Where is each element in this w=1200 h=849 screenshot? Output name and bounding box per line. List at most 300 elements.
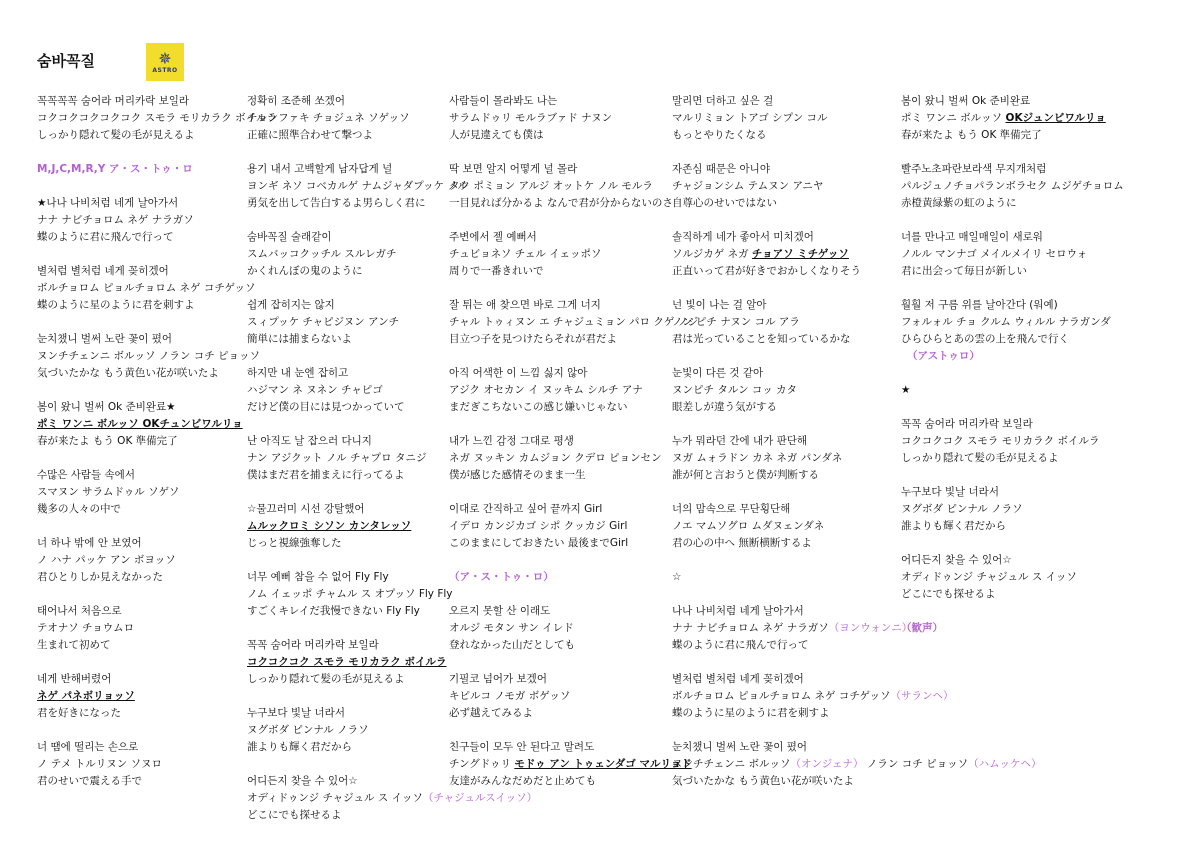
lyric-text: 사람들이 몰라봐도 나는 — [449, 95, 558, 107]
lyric-line — [901, 331, 1121, 348]
lyric-text: 별처럼 별처럼 네게 꽂히겠어 — [672, 673, 804, 685]
lyric-text: ナナ ナビチョロム ネゲ ナラガソ — [37, 214, 194, 226]
lyric-text: 気づいたかな もう黄色い花が咲いたよ — [672, 775, 854, 787]
lyric-line — [247, 790, 538, 807]
lyric-line — [672, 127, 892, 144]
lyric-line — [672, 433, 892, 450]
lyric-text: ヌンピチ タルン コッ カタ — [672, 384, 798, 396]
lyric-line — [247, 586, 467, 603]
lyric-text: ★나나 나비처럼 네게 날아가서 — [37, 197, 179, 209]
lyric-text: 누가 뭐라던 간에 내가 판단해 — [672, 435, 808, 447]
lyric-text: テオナソ チョウムロ — [37, 622, 135, 634]
lyric-line — [247, 671, 467, 688]
lyric-line — [37, 756, 257, 773]
lyric-text: サラムドゥリ モルラブァド ナヌン — [449, 112, 613, 124]
lyric-text: 自尊心のせいではない — [672, 197, 777, 209]
lyric-text: まだぎこちないこの感じ嫌いじゃない — [449, 401, 628, 413]
lyric-text: 말리면 더하고 싶은 걸 — [672, 95, 774, 107]
lyric-text: 誰よりも輝く君だから — [901, 520, 1006, 532]
lyric-text: 誰が何と言おうと僕が判断する — [672, 469, 819, 481]
lyric-line — [449, 620, 669, 637]
lyric-text: もっとやりたくなる — [672, 129, 767, 141]
lyric-line — [449, 637, 669, 654]
lyric-text: 蝶のように君に飛んで行って — [672, 639, 809, 651]
lyric-text: 잘 튀는 애 찾으면 바로 그게 너지 — [449, 299, 601, 311]
lyric-line — [672, 620, 913, 637]
lyric-text: じっと視線強奪した — [247, 537, 342, 549]
lyric-text: ヌグボダ ピンナル ノラソ — [247, 724, 369, 736]
lyric-line — [672, 518, 892, 535]
lyric-block — [449, 501, 669, 552]
lyric-line — [37, 263, 257, 280]
lyric-line — [901, 93, 1121, 110]
lyric-text: オディドゥンジ チャジュル ス イッソ — [901, 571, 1077, 583]
lyric-block — [449, 603, 669, 654]
lyric-line — [672, 535, 892, 552]
lyric-text: 目立つ子を見つけたらそれが君だよ — [449, 333, 617, 345]
lyric-line — [672, 705, 892, 722]
lyric-line — [672, 246, 892, 263]
lyric-line — [672, 399, 892, 416]
lyric-line — [672, 739, 892, 756]
lyric-block — [672, 365, 892, 416]
lyric-text: 幾多の人々の中で — [37, 503, 121, 515]
lyric-line — [247, 807, 467, 824]
lyric-line — [37, 569, 257, 586]
lyric-line — [449, 365, 669, 382]
lyric-text: スマヌン サラムドゥル ソゲソ — [37, 486, 180, 498]
lyric-line — [37, 773, 257, 790]
lyric-text: 簡単には捕まらないよ — [247, 333, 352, 345]
lyric-block — [247, 433, 467, 484]
callout-text: （オンジェナ） — [790, 758, 864, 770]
lyric-line — [37, 484, 257, 501]
lyric-block — [37, 263, 257, 314]
lyric-block — [37, 467, 257, 518]
lyric-line — [449, 399, 669, 416]
lyric-block — [37, 195, 257, 246]
lyric-block — [449, 365, 669, 416]
lyric-line — [672, 671, 892, 688]
lyric-text: アジク オセカン イ ヌッキム シルチ アナ — [449, 384, 643, 396]
lyric-fragment: ノラン コチ ピョッソ — [863, 758, 969, 770]
lyric-line — [247, 722, 467, 739]
lyric-text: コクコクコクコクコク スモラ モリカラク ボイルラ — [37, 112, 278, 124]
lyric-line — [247, 501, 467, 518]
lyric-fragment: ポミ ワンニ ボルッソ — [901, 112, 1006, 124]
lyric-line — [449, 450, 669, 467]
lyric-line — [449, 161, 669, 178]
lyric-line — [247, 195, 467, 212]
lyric-block — [449, 229, 669, 280]
emphasized-lyric: モドゥ アン トゥェンダゴ マルリョド — [514, 758, 692, 770]
lyric-block — [901, 297, 1121, 365]
lyric-line — [449, 229, 669, 246]
lyric-text: 君の心の中へ 無断横断するよ — [672, 537, 812, 549]
lyric-line — [247, 603, 467, 620]
lyric-line — [37, 93, 257, 110]
lyric-line — [449, 127, 669, 144]
lyric-block — [901, 229, 1121, 280]
lyric-text: 꼭꼭 숨어라 머리카락 보일라 — [901, 418, 1033, 430]
lyric-line — [672, 93, 892, 110]
lyric-text: 솔직하게 네가 좋아서 미치겠어 — [672, 231, 814, 243]
lyric-text: キピルコ ノモガ ボゲッソ — [449, 690, 571, 702]
lyric-line — [449, 110, 669, 127]
lyric-line — [247, 246, 467, 263]
lyric-text: 꼭꼭 숨어라 머리카락 보일라 — [247, 639, 379, 651]
lyric-line — [449, 535, 669, 552]
lyric-text: このままにしておきたい 最後までGirl — [449, 537, 629, 549]
lyric-block — [449, 739, 692, 790]
lyric-text: ★ — [901, 384, 911, 396]
lyric-line — [449, 382, 669, 399]
lyric-text: 훨훨 저 구름 위를 날아간다 (워예) — [901, 299, 1058, 311]
lyric-text: ノ テメ トルリヌン ソヌロ — [37, 758, 162, 770]
lyric-text: ネガ ヌッキン カムジョン クデロ ピョンセン — [449, 452, 662, 464]
lyric-block — [672, 603, 913, 654]
lyric-text: しっかり隠れて髪の毛が見えるよ — [37, 129, 195, 141]
lyric-text: どこにでも探せるよ — [901, 588, 996, 600]
lyric-text: 이대로 간직하고 싶어 끝까지 Girl — [449, 503, 603, 515]
lyric-block — [449, 569, 669, 586]
lyric-text: しっかり隠れて髪の毛が見えるよ — [901, 452, 1059, 464]
lyric-line — [901, 178, 1124, 195]
lyric-text: 자존심 때문은 아니야 — [672, 163, 770, 175]
lyric-text: 눈치챘니 벌써 노란 꽃이 폈어 — [672, 741, 808, 753]
lyric-block — [901, 161, 1124, 212]
lyric-text: 너의 맘속으로 무단횡단해 — [672, 503, 791, 515]
lyric-block — [449, 433, 669, 484]
lyric-line — [247, 263, 467, 280]
lyric-text: ひらひらとあの雲の上を飛んで行く — [901, 333, 1069, 345]
lyric-text: 용기 내서 고백할게 남자답게 널 — [247, 163, 393, 175]
lyric-text: スムバッコクッチル スルレガチ — [247, 248, 397, 260]
lyric-line — [449, 518, 669, 535]
lyric-line — [901, 297, 1121, 314]
lyric-text: しっかり隠れて髪の毛が見えるよ — [247, 673, 405, 685]
lyric-text: 봄이 왔니 벌써 Ok 준비완료★ — [37, 401, 176, 413]
lyric-text: コクコクコク スモラ モリカラク ボイルラ — [247, 656, 447, 668]
lyric-text: 오르지 못할 산 이래도 — [449, 605, 551, 617]
lyric-line — [901, 450, 1121, 467]
lyric-block — [37, 739, 257, 790]
callout-text: （チャジュルスイッソ） — [422, 792, 538, 804]
lyric-text: 誰よりも輝く君だから — [247, 741, 352, 753]
lyric-line — [37, 433, 257, 450]
lyric-block — [37, 671, 257, 722]
lyric-text: ヌガ ムォラドン カネ ネガ パンダネ — [672, 452, 843, 464]
logo-text: ASTRO — [152, 66, 178, 74]
lyric-text: 너무 예뻐 참을 수 없어 Fly Fly — [247, 571, 389, 583]
lyric-text: 君は光っていることを知っているかな — [672, 333, 851, 345]
lyric-line — [901, 382, 1121, 399]
lyric-block — [901, 552, 1121, 603]
lyric-block — [37, 161, 257, 178]
lyric-text: ノム イェッポ チャムル ス オプッソ Fly Fly — [247, 588, 453, 600]
lyric-text: 봄이 왔니 벌써 Ok 준비완료 — [901, 95, 1031, 107]
lyric-text: 너를 만나고 매일매일이 새로워 — [901, 231, 1043, 243]
lyric-line — [37, 552, 257, 569]
lyric-text: ナナ ナビチョロム ネゲ ナラガソ — [672, 622, 829, 634]
lyric-block — [672, 501, 892, 552]
lyric-text: ヌンチチェンニ ボルッソ ノラン コチ ピョッソ — [37, 350, 261, 362]
lyric-line — [247, 178, 467, 195]
lyric-block — [247, 161, 467, 212]
lyric-line — [247, 93, 467, 110]
lyric-line — [672, 229, 892, 246]
lyric-text: 君を好きになった — [37, 707, 121, 719]
callout-text: M,J,C,M,R,Y ア・ス・トゥ・ロ — [37, 163, 193, 175]
lyric-line — [449, 331, 669, 348]
lyric-line — [37, 365, 257, 382]
lyric-block — [247, 705, 467, 756]
lyric-line — [247, 297, 467, 314]
lyric-line — [37, 110, 278, 127]
lyric-line — [672, 450, 892, 467]
lyric-text: 登れなかった山だとしても — [449, 639, 575, 651]
lyric-line — [672, 382, 892, 399]
lyric-line — [37, 688, 257, 705]
lyric-text: スィプッケ チャピジヌン アンチ — [247, 316, 400, 328]
lyric-text: 친구들이 모두 안 된다고 말려도 — [449, 741, 595, 753]
lyric-block — [449, 161, 673, 212]
lyric-line — [672, 178, 892, 195]
lyric-block — [901, 620, 1121, 637]
lyric-block — [247, 297, 467, 348]
lyric-text: ネゲ パネボリョッソ — [37, 690, 135, 702]
lyric-text: チャル トゥィヌン エ チャジュミョン パロ クゲ ノジ — [449, 316, 699, 328]
lyric-line — [247, 518, 467, 535]
lyric-line — [37, 603, 257, 620]
lyric-block — [37, 331, 261, 382]
emphasized-lyric: OKジュンビワルリョ — [1005, 112, 1106, 124]
lyric-text: チョンファキ チョジュネ ソゲッソ — [247, 112, 410, 124]
lyric-text: チャジョンシム テムヌン アニヤ — [672, 180, 824, 192]
lyric-text: 기필코 넘어가 보겠어 — [449, 673, 547, 685]
lyric-line — [37, 739, 257, 756]
lyric-line — [37, 348, 261, 365]
lyric-text: 누구보다 빛날 너라서 — [247, 707, 345, 719]
lyric-line — [37, 331, 257, 348]
lyric-line — [37, 501, 257, 518]
lyric-block — [247, 501, 467, 552]
lyric-line — [247, 654, 467, 671]
lyric-line — [672, 365, 892, 382]
lyric-line — [901, 518, 1121, 535]
lyric-block — [901, 93, 1121, 144]
callout-text: （ヨンウォンニ） — [828, 622, 913, 634]
lyric-text: 蝶のように星のように君を刺すよ — [672, 707, 830, 719]
lyric-line — [672, 195, 892, 212]
lyric-text: 蝶のように星のように君を刺すよ — [37, 299, 195, 311]
lyric-text: オディドゥンジ チャジュル ス イッソ — [247, 792, 423, 804]
lyric-text: 수많은 사람들 속에서 — [37, 469, 135, 481]
lyric-text: 나나 나비처럼 네게 날아가서 — [672, 605, 804, 617]
lyric-block — [449, 93, 669, 144]
lyric-line — [247, 773, 467, 790]
lyric-line — [247, 399, 467, 416]
lyric-text: ヌグボダ ピンナル ノラソ — [901, 503, 1023, 515]
lyric-text: 아직 어색한 이 느낌 싫지 않아 — [449, 367, 588, 379]
lyric-text: 너 하나 밖에 안 보였어 — [37, 537, 142, 549]
lyric-text: 내가 느낀 감정 그대로 평생 — [449, 435, 574, 447]
lyric-line — [449, 501, 669, 518]
lyric-text: 쉽게 잡히지는 않지 — [247, 299, 335, 311]
lyric-text: 一目見れば分かるよ なんで君が分からないのさ — [449, 197, 673, 209]
lyric-text: 僕が感じた感情そのまま一生 — [449, 469, 586, 481]
lyric-line — [449, 467, 669, 484]
lyric-line — [901, 552, 1121, 569]
lyric-text: 生まれて初めて — [37, 639, 111, 651]
lyric-line — [672, 603, 892, 620]
lyric-line — [672, 331, 892, 348]
lyric-block — [247, 365, 467, 416]
lyric-block — [901, 484, 1121, 535]
lyric-text: 君ひとりしか見えなかった — [37, 571, 163, 583]
lyric-text: 君のせいで震える手で — [37, 775, 142, 787]
lyric-line — [672, 467, 892, 484]
callout-text: （歓声） — [901, 622, 943, 634]
lyric-text: 正確に照準合わせて撃つよ — [247, 129, 373, 141]
lyric-line — [672, 263, 892, 280]
lyric-line — [901, 110, 1121, 127]
callout-text: （ハムッケヘ） — [968, 758, 1042, 770]
lyric-line — [449, 603, 669, 620]
lyric-line — [449, 314, 699, 331]
lyric-text: 君に出会って毎日が新しい — [901, 265, 1027, 277]
lyric-text: 友達がみんなだめだと止めても — [449, 775, 596, 787]
lyric-fragment: ヌンチチェンニ ボルッソ — [672, 758, 791, 770]
lyric-line — [901, 263, 1121, 280]
callout-text: （サランヘ） — [890, 690, 954, 702]
lyric-text: 正直いって君が好きでおかしくなりそう — [672, 265, 861, 277]
lyric-block — [449, 297, 699, 348]
lyric-text: タク ポミョン アルジ オットケ ノル モルラ — [449, 180, 653, 192]
lyric-text: ナン アジクット ノル チャプロ タニジ — [247, 452, 427, 464]
lyric-line — [449, 688, 669, 705]
lyric-line — [449, 246, 669, 263]
lyric-line — [247, 450, 467, 467]
lyric-line — [247, 705, 467, 722]
lyric-line — [37, 127, 257, 144]
lyric-block — [247, 229, 467, 280]
lyric-block — [672, 161, 892, 212]
lyric-text: かくれんぼの鬼のように — [247, 265, 363, 277]
lyric-line — [37, 671, 257, 688]
lyric-block — [672, 93, 892, 144]
lyric-block — [37, 93, 278, 144]
lyric-line — [901, 246, 1121, 263]
lyric-line — [247, 314, 467, 331]
lyric-text: ボルチョロム ピョルチョロム ネゲ コチゲッソ — [672, 690, 891, 702]
lyric-block — [37, 399, 257, 450]
lyric-fragment: ソルジカゲ ネガ — [672, 248, 752, 260]
lyric-text: 별처럼 별처럼 네게 꽂히겠어 — [37, 265, 169, 277]
lyric-text: 気づいたかな もう黄色い花が咲いたよ — [37, 367, 219, 379]
lyric-text: ポミ ワンニ ボルッソ OKチュンビワルリョ — [37, 418, 243, 430]
lyrics-column-3 — [449, 93, 699, 807]
lyric-text: 周りで一番きれいで — [449, 265, 544, 277]
lyric-block — [672, 739, 1042, 790]
lyric-line — [247, 535, 467, 552]
lyric-line — [247, 127, 467, 144]
lyric-line — [672, 501, 892, 518]
lyric-line — [672, 756, 1042, 773]
lyric-block — [901, 416, 1121, 467]
lyric-text: 꼭꼭꼭꼭 숨어라 머리카락 보일라 — [37, 95, 190, 107]
lyric-text: 어디든지 찾을 수 있어☆ — [901, 554, 1012, 566]
lyric-text: ノン ピチ ナヌン コル アラ — [672, 316, 800, 328]
lyric-line — [672, 569, 892, 586]
lyric-line — [247, 161, 467, 178]
lyric-text: すごくキレイだ我慢できない Fly Fly — [247, 605, 420, 617]
lyric-text: 어디든지 찾을 수 있어☆ — [247, 775, 358, 787]
lyrics-column-5 — [901, 93, 1124, 654]
lyric-line — [37, 399, 257, 416]
emphasized-lyric: チョアソ ミチゲッソ — [751, 248, 849, 260]
lyric-text: 春が来たよ もう OK 準備完了 — [37, 435, 178, 447]
lyric-text: 주변에서 젤 예뻐서 — [449, 231, 537, 243]
lyric-text: 넌 빛이 나는 걸 알아 — [672, 299, 767, 311]
lyric-text: ムルックロミ シソン カンタレッソ — [247, 520, 412, 532]
lyric-text: 눈치챘니 벌써 노란 꽃이 폈어 — [37, 333, 173, 345]
lyric-line — [37, 705, 257, 722]
star-icon: ✵ — [158, 48, 172, 68]
lyric-text: ノ ハナ パッケ アン ボヨッソ — [37, 554, 176, 566]
lyric-line — [247, 382, 467, 399]
lyric-line — [901, 569, 1121, 586]
lyric-line — [449, 671, 669, 688]
lyric-line — [901, 433, 1121, 450]
callout-text: （ア・ス・トゥ・ロ） — [449, 571, 554, 583]
lyric-line — [247, 229, 467, 246]
lyric-line — [247, 569, 467, 586]
lyric-block — [672, 297, 892, 348]
lyric-line — [672, 637, 892, 654]
lyric-line — [37, 195, 257, 212]
lyric-text: 眼差しが違う気がする — [672, 401, 777, 413]
lyric-line — [247, 365, 467, 382]
lyric-text: ☆ — [672, 571, 682, 583]
lyric-text: オルジ モタン サン イレド — [449, 622, 574, 634]
lyric-text: ☆물끄러미 시선 강탈했어 — [247, 503, 365, 515]
lyric-text: コクコクコク スモラ モリカラク ボイルラ — [901, 435, 1100, 447]
lyric-text: イデロ カンジカゴ シポ クッカジ Girl — [449, 520, 628, 532]
lyric-block — [672, 671, 954, 722]
lyric-text: ノルル マンナゴ メイルメイリ セロウォ — [901, 248, 1088, 260]
lyric-block — [449, 671, 669, 722]
lyric-text: 눈빛이 다른 것 같아 — [672, 367, 764, 379]
lyric-line — [37, 535, 257, 552]
lyric-line — [449, 178, 669, 195]
lyric-line — [901, 127, 1121, 144]
lyric-text: 태어나서 처음으로 — [37, 605, 122, 617]
lyric-text: 僕はまだ君を捕まえに行ってるよ — [247, 469, 405, 481]
lyric-line — [247, 467, 467, 484]
lyric-line — [672, 314, 892, 331]
callout-text: （アストゥロ） — [907, 350, 980, 362]
lyric-text: 蝶のように君に飛んで行って — [37, 231, 174, 243]
lyric-line — [449, 195, 673, 212]
lyric-line — [37, 212, 257, 229]
lyric-line — [449, 93, 669, 110]
lyric-text: 너 땜에 떨리는 손으로 — [37, 741, 139, 753]
lyric-line — [449, 756, 692, 773]
lyric-line — [901, 586, 1121, 603]
lyric-line — [247, 637, 467, 654]
lyric-line — [37, 620, 257, 637]
